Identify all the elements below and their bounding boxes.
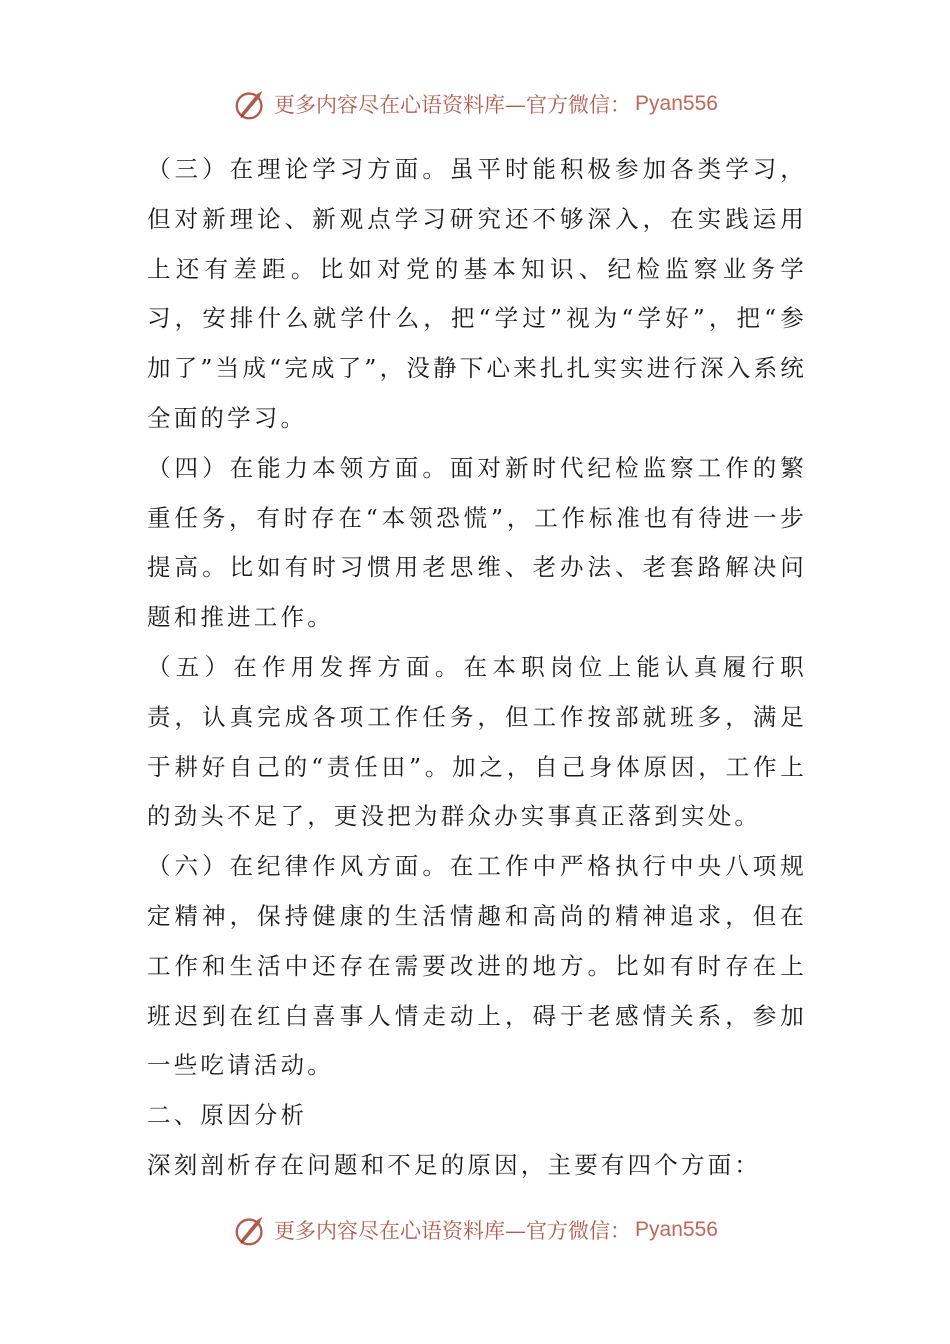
watermark-wechat-id: Pyan556	[635, 1218, 718, 1241]
pen-nib-circle-icon	[232, 1211, 270, 1249]
header-watermark	[0, 82, 950, 126]
watermark-text: 更多内容尽在心语资料库—官方微信：	[274, 1219, 632, 1243]
paragraph-theory-study: （三）在理论学习方面。虽平时能积极参加各类学习，但对新理论、新观点学习研究还不够深入，在实践运用上还有差距。比如对党的基本知识、纪检监察业务学习，安排什么就学什么，把“学过”视为“学好”，把“参加了”当成“完成了”，没静下心来扎扎实实进行深入系统全面的学习。	[147, 155, 807, 432]
pen-nib-circle-icon	[232, 85, 270, 123]
watermark-text: 更多内容尽在心语资料库—官方微信：	[274, 93, 632, 117]
paragraph-cause-intro: 深刻剖析存在问题和不足的原因，主要有四个方面：	[147, 1150, 762, 1179]
paragraph-role: （五）在作用发挥方面。在本职岗位上能认真履行职责，认真完成各项工作任务，但工作按部就班多，满足于耕好自己的“责任田”。加之，自己身体原因，工作上的劲头不足了，更没把为群众办实事真正落到实处。	[147, 652, 807, 831]
paragraph-discipline: （六）在纪律作风方面。在工作中严格执行中央八项规定精神，保持健康的生活情趣和高尚的精神追求，但在工作和生活中还存在需要改进的地方。比如有时存在上班迟到在红白喜事人情走动上，碍于老感情关系，参加一些吃请活动。	[147, 852, 807, 1080]
paragraph-ability: （四）在能力本领方面。面对新时代纪检监察工作的繁重任务，有时存在“本领恐慌”，工作标准也有待进一步提高。比如有时习惯用老思维、老办法、老套路解决问题和推进工作。	[147, 453, 807, 632]
watermark-wechat-id: Pyan556	[635, 92, 718, 115]
footer-watermark	[0, 1208, 950, 1252]
document-body	[147, 145, 807, 1191]
section-heading-cause-analysis: 二、原因分析	[147, 1101, 308, 1130]
